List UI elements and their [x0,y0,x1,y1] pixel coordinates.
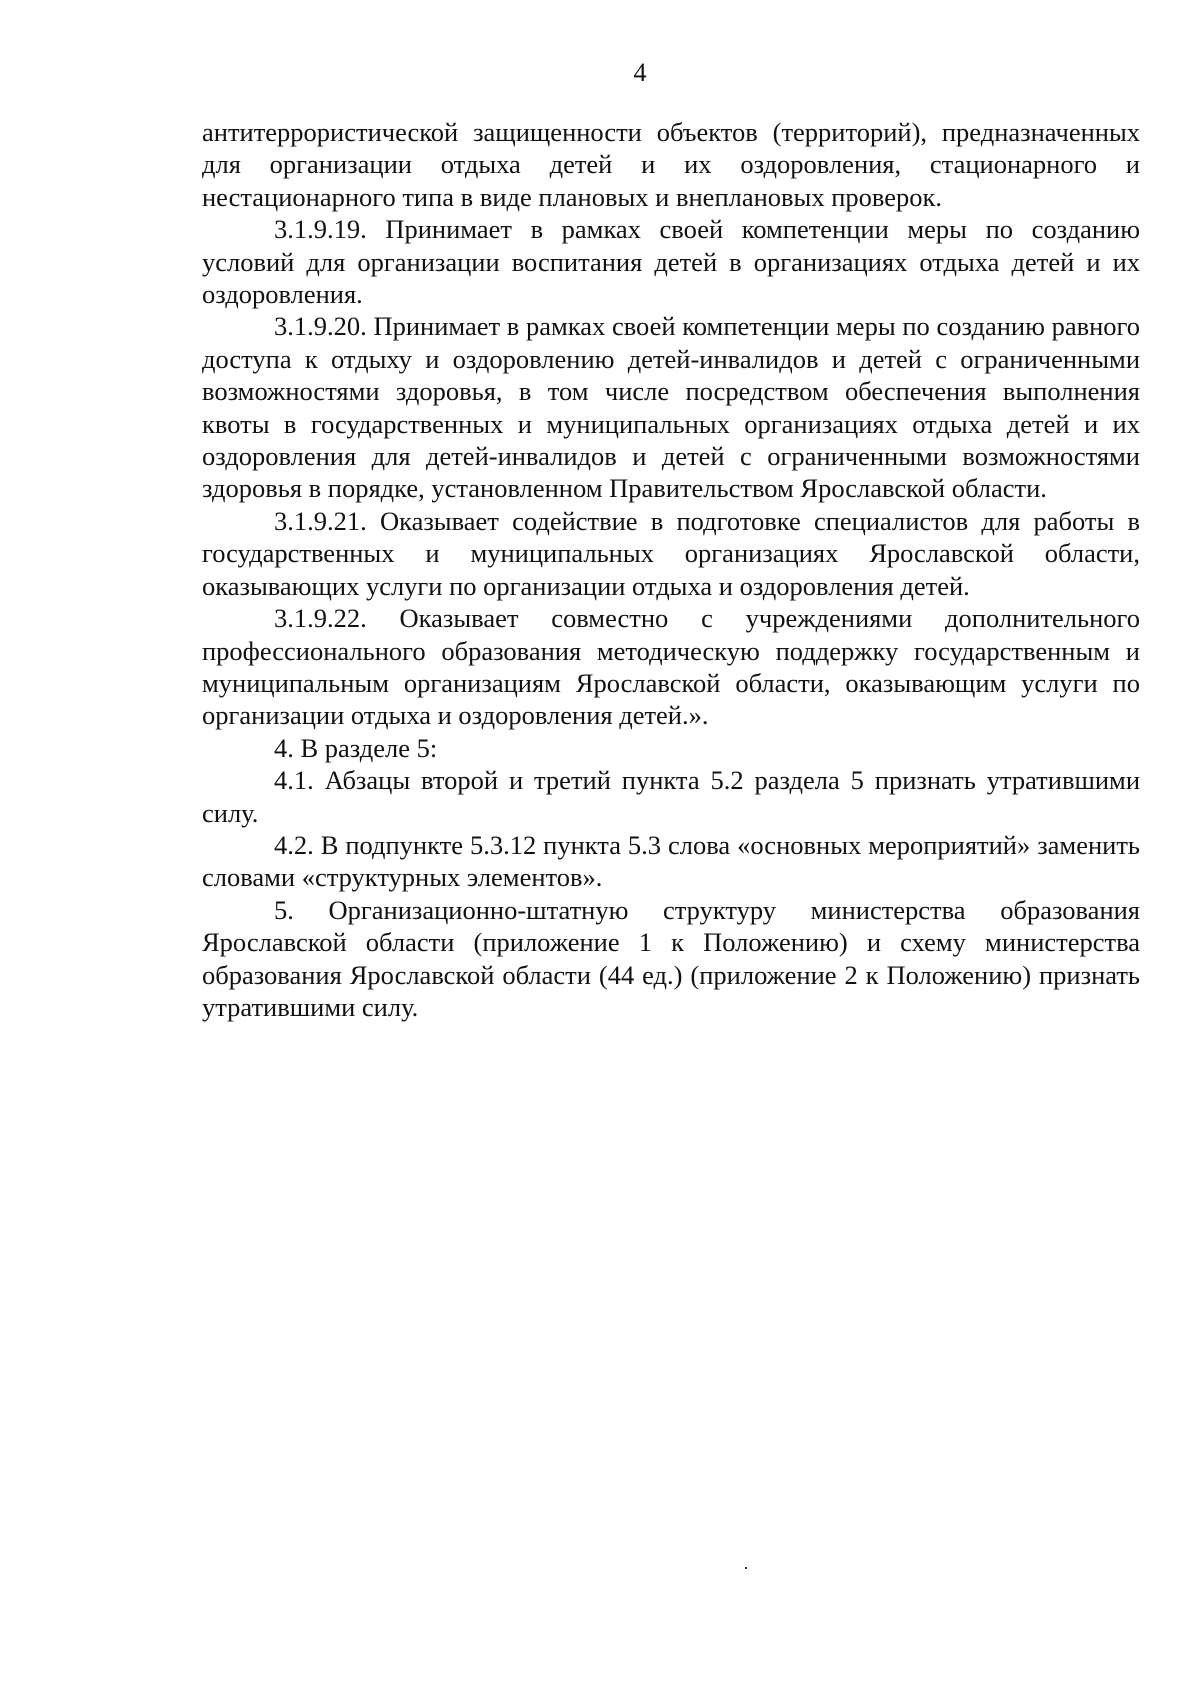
paragraph-continuation: антитеррористической защищенности объектов (территорий), предназначенных для организации отдыха детей и их оздоровления, стационарного и нестационарного типа в виде плановых и внеплановых проверок. [202,117,1140,212]
paragraph-3-1-9-19: 3.1.9.19. Принимает в рамках своей компетенции меры по созданию условий для организации воспитания детей в организациях отдыха детей и их оздоровления. [202,214,1140,310]
paragraph-3-1-9-22: 3.1.9.22. Оказывает совместно с учреждениями дополнительного профессионального образования методическую поддержку государственным и муниципальным организациям Ярославской области, оказывающим услуги по организации отдыха и оздоровления детей.». [202,603,1140,731]
paragraph-3-1-9-20: 3.1.9.20. Принимает в рамках своей компетенции меры по созданию равного доступа к отдыху и оздоровлению детей-инвалидов и детей с ограниченными возможностями здоровья, в том числе посредством обеспечения выполнения квоты в государственных и муниципальных организациях отдыха детей и их оздоровления для детей-инвалидов и детей с ограниченными возможностями здоровья в порядке, установленном Правительством Ярославской области. [202,311,1140,504]
scan-speck [745,1567,747,1569]
paragraph-section-4: 4. В разделе 5: [274,732,438,763]
paragraph-4-1: 4.1. Абзацы второй и третий пункта 5.2 раздела 5 признать утратившими силу. [202,765,1140,828]
paragraph-3-1-9-21: 3.1.9.21. Оказывает содействие в подготовке специалистов для работы в государственных и муниципальных организациях Ярославской области, оказывающих услуги по организации отдыха и оздоровления детей. [202,505,1140,601]
document-body [202,116,1140,1023]
page-number: 4 [633,58,647,87]
paragraph-5: 5. Организационно-штатную структуру министерства образования Ярославской области (приложение 1 к Положению) и схему министерства образования Ярославской области (44 ед.) (приложение 2 к Положению) признать утратившими силу. [202,894,1140,1022]
paragraph-4-2: 4.2. В подпункте 5.3.12 пункта 5.3 слова «основных мероприятий» заменить словами «структурных элементов». [202,829,1140,893]
